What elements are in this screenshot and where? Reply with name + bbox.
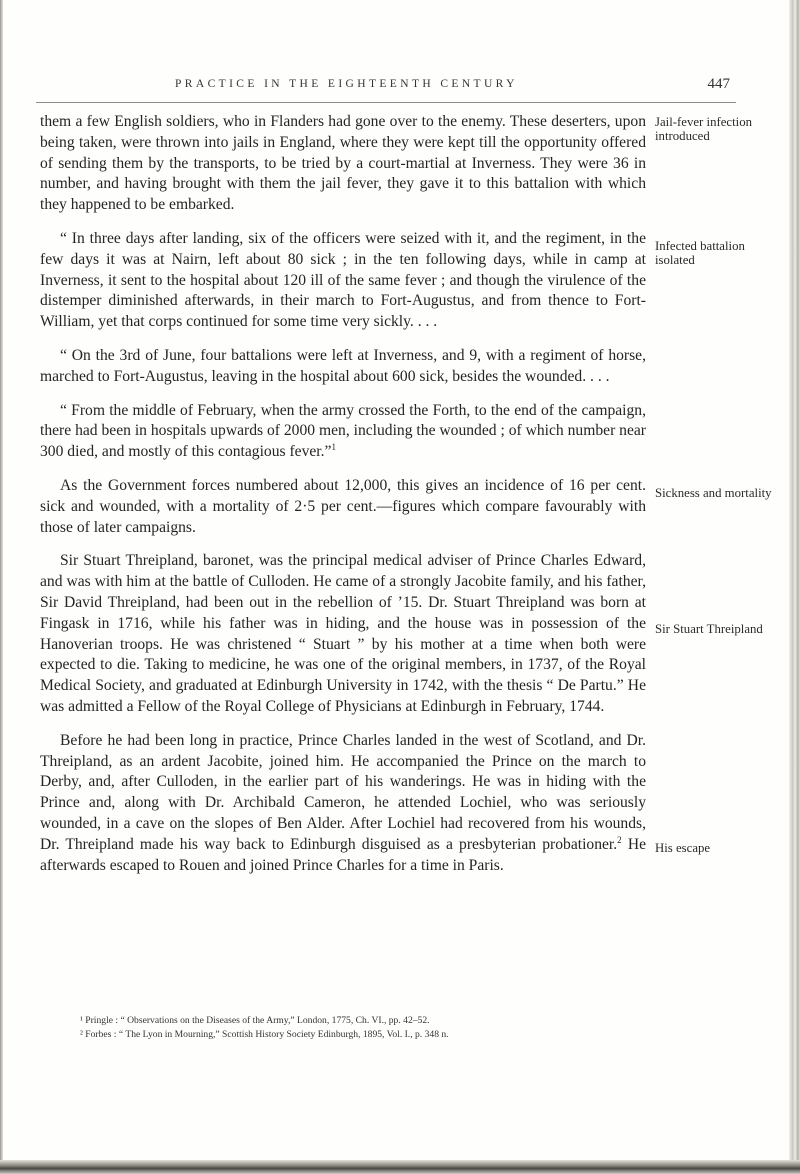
running-head-title: PRACTICE IN THE EIGHTEENTH CENTURY — [175, 78, 518, 90]
paragraph-6: Sir Stuart Threipland, baronet, was the principal medical adviser of Prince Charles Edward, and was with him at the battle of Culloden. He came of a strongly Jacobite family, and his father, Sir David Threipland, had been out in the rebellion of ’15. Dr. Stuart Threipland was born at Fingask in 1716, while his father was in hiding, and the house was in possession of the Hanoverian troops. He was christened “ Stuart ” by his mother at a time when both were expected to die. Taking to medicine, he was one of the original members, in 1737, of the Royal Medical Society, and graduated at Edinburgh University in 1742, with the thesis “ De Partu.” He was admitted a Fellow of the Royal College of Physicians at Edinburgh in February, 1744. — [40, 552, 646, 715]
paragraph-2: “ In three days after landing, six of the officers were seized with it, and the regiment, in the few days it was at Nairn, left about 80 sick ; in the ten following days, while in camp at Inverness, it sent to the hospital about 120 ill of the same fever ; and though the virulence of the distemper diminished afterwards, in their march to Fort-Augustus, and from thence to Fort-William, yet that corps continued for some time very sickly. . . . — [40, 229, 646, 331]
margin-note-infected-battalion: Infected battalion isolated — [655, 239, 745, 267]
margin-note-jail-fever: Jail-fever infection introduced — [655, 115, 752, 143]
margin-note-his-escape: His escape — [655, 841, 711, 855]
header-rule — [36, 102, 736, 103]
margin-note-sir-stuart: Sir Stuart Threipland — [655, 622, 763, 636]
margin-note-sickness-mortality: Sickness and mortality — [655, 486, 772, 500]
paragraph-4-text: “ From the middle of February, when the army crossed the Forth, to the end of the campaign, there had been in hospitals upwards of 2000 men, including the wounded ; of which number near 300 died, and mostly of this contagious fever.” — [40, 401, 646, 461]
paragraph-7 — [40, 731, 646, 877]
paragraph-1: them a few English soldiers, who in Flanders had gone over to the enemy. These deserters, upon being taken, were thrown into jails in England, where they were kept till the opportunity offered of sending them by the transports, to be tried by a court-martial at Inverness. They were 36 in number, and having brought with them the jail fever, they gave it to this battalion with which they happened to be embarked. — [40, 113, 646, 214]
running-head — [40, 78, 730, 98]
body-text — [40, 112, 646, 889]
page-number: 447 — [707, 76, 730, 92]
page-left-edge — [0, 0, 3, 1174]
footnote-2: ² Forbes : “ The Lyon in Mourning,” Scottish History Society Edinburgh, 1895, Vol. I., p. 348 n. — [80, 1029, 449, 1040]
paragraph-7-text: Before he had been long in practice, Prince Charles landed in the west of Scotland, and Dr. Threipland, as an ardent Jacobite, joined him. He accompanied the Prince on the march to Derby, and, after Culloden, in the earlier part of his wanderings. He was in hiding with the Prince and, along with Dr. Archibald Cameron, he attended Lochiel, who was seriously wounded, in a cave on the slopes of Ben Alder. After Lochiel had recovered from his wounds, Dr. Threipland made his way back to Edinburgh disguised as a presbyterian probationer. — [40, 731, 646, 853]
footnote-ref-1: 1 — [331, 441, 336, 452]
paragraph-3: “ On the 3rd of June, four battalions were left at Inverness, and 9, with a regiment of horse, marched to Fort-Augustus, leaving in the hospital about 600 sick, besides the wounded. . . . — [40, 346, 646, 385]
footnote-ref-2: 2 — [617, 834, 622, 845]
footnote-1: ¹ Pringle : “ Observations on the Diseases of the Army,” London, 1775, Ch. VI., pp. 42–52. — [80, 1015, 430, 1026]
page-bottom-edge — [0, 1160, 800, 1174]
page-binding-edge — [789, 0, 800, 1174]
paragraph-4 — [40, 401, 646, 463]
paragraph-5: As the Government forces numbered about 12,000, this gives an incidence of 16 per cent. sick and wounded, with a mortality of 2·5 per cent.—figures which compare favourably with those of later campaigns. — [40, 476, 646, 536]
footnotes — [80, 1014, 720, 1042]
paragraph-7-tail: He afterwards escaped to Rouen and joined Prince Charles for a time in Paris. — [40, 835, 646, 874]
